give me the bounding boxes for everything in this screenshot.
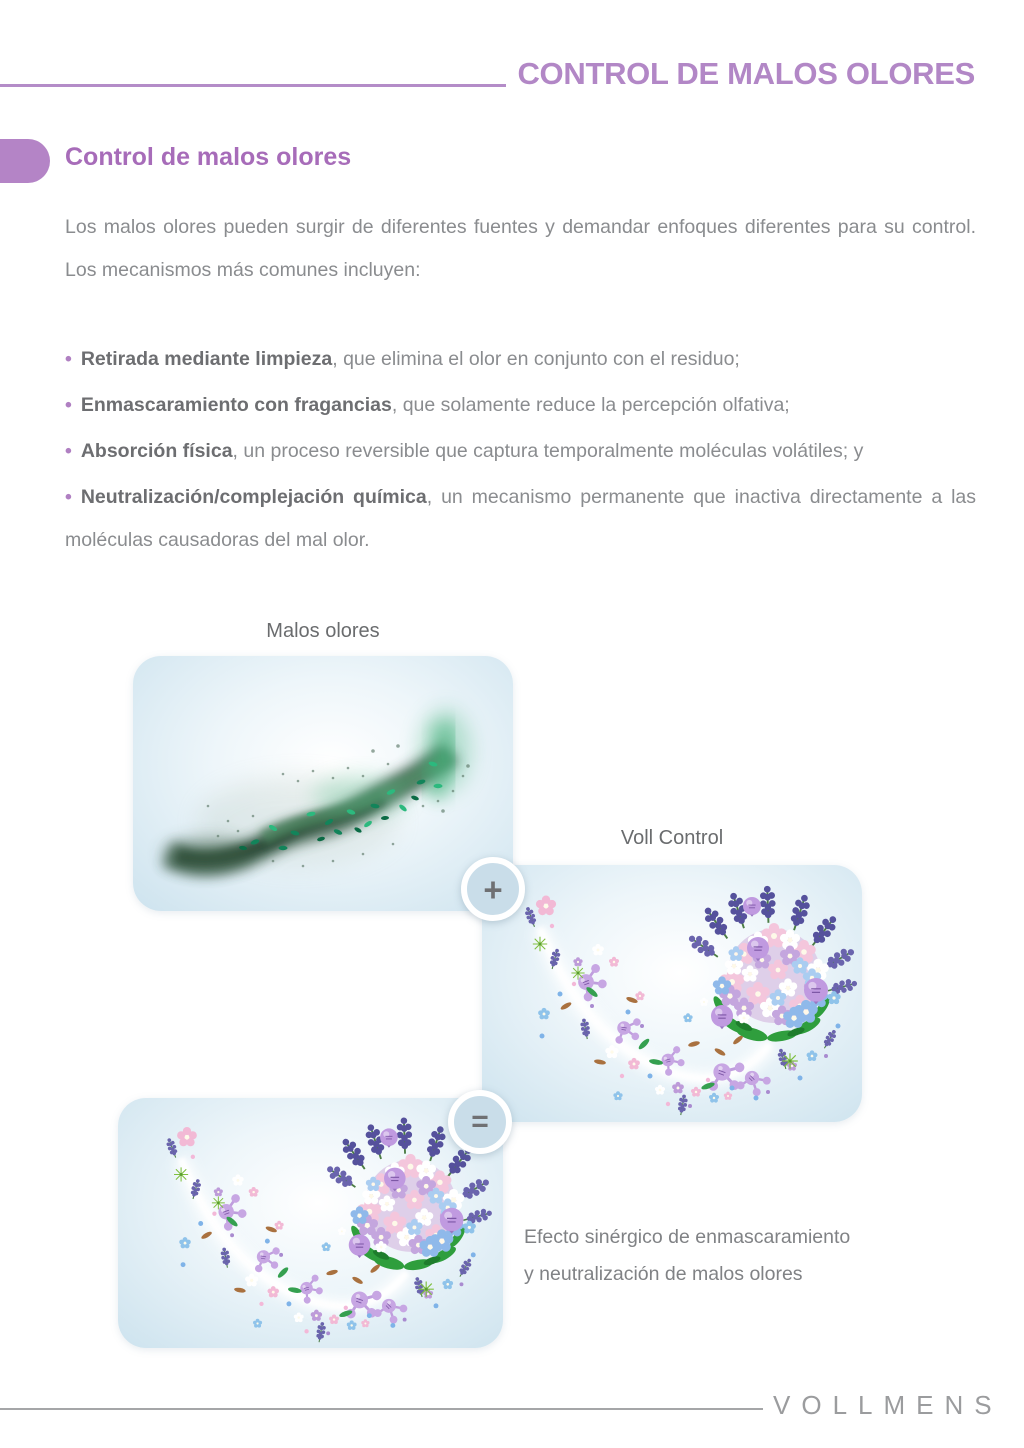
voll-control-illustration — [482, 865, 862, 1122]
plus-icon: + — [461, 857, 525, 921]
bullet-item — [65, 384, 976, 427]
bullet-rest: , un mecanismo permanente que inactiva directamente a las moléculas causadoras del mal olor. — [65, 486, 977, 551]
page-title: CONTROL DE MALOS OLORES — [517, 56, 975, 91]
header-rule — [0, 84, 506, 87]
bullet-rest: , que elimina el olor en conjunto con el residuo; — [332, 348, 740, 370]
caption-line2: y neutralización de malos olores — [524, 1263, 803, 1285]
intro-paragraph: Los malos olores pueden surgir de diferentes fuentes y demandar enfoques diferentes para su control. Los mecanismos más comunes incluyen: — [65, 216, 976, 281]
bad-odor-illustration — [133, 656, 513, 911]
card1-label: Malos olores — [266, 620, 380, 642]
bullet-lead: Neutralización/complejación química — [80, 486, 427, 508]
bullet-dot: • — [65, 394, 72, 416]
bullet-rest: , que solamente reduce la percepción olfativa; — [391, 394, 790, 416]
caption-line1: Efecto sinérgico de enmascaramiento — [524, 1226, 851, 1248]
equals-icon: = — [448, 1090, 512, 1154]
synergy-illustration — [118, 1098, 503, 1348]
brand-logo: VOLLMENS — [773, 1390, 1003, 1420]
bullet-rest: , un proceso reversible que captura temporalmente moléculas volátiles; y — [232, 440, 864, 462]
section-pill — [0, 139, 50, 183]
bullet-lead: Absorción física — [80, 440, 233, 462]
section-heading: Control de malos olores — [65, 143, 352, 171]
voll-control-card — [482, 865, 862, 1122]
card2-label: Voll Control — [620, 827, 724, 849]
bullet-lead: Enmascaramiento con fragancias — [80, 394, 392, 416]
bullet-list — [65, 338, 976, 565]
bullet-dot: • — [65, 440, 72, 462]
bullet-item — [65, 430, 976, 473]
bullet-lead: Retirada mediante limpieza — [80, 348, 333, 370]
diagram-caption — [524, 1219, 850, 1293]
bullet-item — [65, 338, 976, 381]
bullet-item — [65, 476, 976, 562]
bad-odor-card — [133, 656, 513, 911]
footer-rule — [0, 1408, 763, 1410]
synergy-card — [118, 1098, 503, 1348]
bullet-dot: • — [65, 486, 72, 508]
bullet-dot: • — [65, 348, 72, 370]
